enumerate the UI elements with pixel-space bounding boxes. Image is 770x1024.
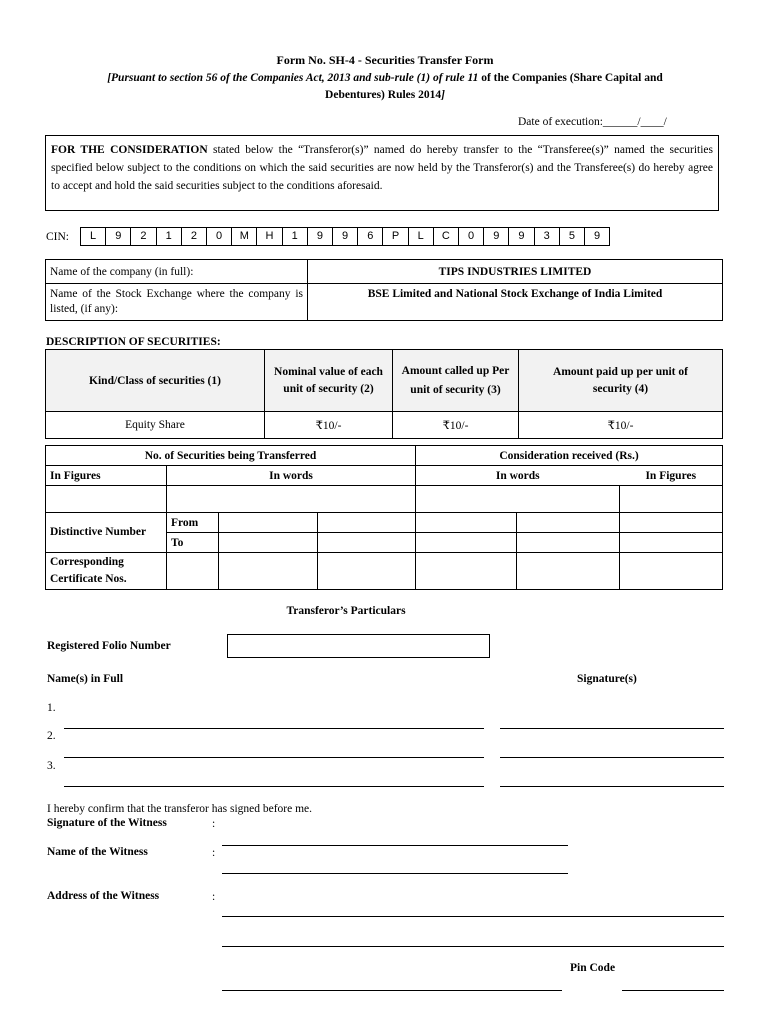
name-number-2: 2.: [47, 730, 56, 742]
securities-heading: DESCRIPTION OF SECURITIES:: [46, 336, 221, 348]
cert-cell-3[interactable]: [318, 553, 416, 590]
witness-signature-line[interactable]: [222, 845, 568, 846]
stock-exchange-value: BSE Limited and National Stock Exchange of India Limited: [308, 284, 723, 321]
cin-char-box[interactable]: L: [408, 227, 434, 246]
cin-char-box[interactable]: C: [433, 227, 459, 246]
securities-table: [45, 349, 723, 439]
form-subtitle-line1: [0, 72, 770, 84]
stock-exchange-label: Name of the Stock Exchange where the company is listed, (if any):: [46, 284, 308, 321]
signature-line-2[interactable]: [500, 757, 724, 758]
distinctive-number-label: Distinctive Number: [46, 513, 167, 553]
no-securities-header: No. of Securities being Transferred: [46, 446, 416, 466]
cin-char-box[interactable]: 2: [181, 227, 207, 246]
witness-confirm-text: I hereby confirm that the transferor has signed before me.: [47, 803, 313, 815]
to-cell-3[interactable]: [416, 533, 517, 553]
from-label: From: [167, 513, 219, 533]
cin-char-box[interactable]: 1: [282, 227, 308, 246]
cin-char-box[interactable]: 9: [584, 227, 610, 246]
subtitle-italic: [Pursuant to section 56 of the Companies Act, 2013 and sub-rule (1) of rule 11: [107, 72, 479, 84]
witness-address-label: Address of the Witness: [47, 890, 160, 902]
from-cell-1[interactable]: [219, 513, 318, 533]
signatures-label: Signature(s): [577, 673, 637, 685]
header-paid-up: Amount paid up per unit of security (4): [519, 350, 723, 412]
witness-address-line-2[interactable]: [222, 946, 724, 947]
witness-name-label: Name of the Witness: [47, 846, 148, 858]
transferor-heading: Transferor’s Particulars: [286, 605, 406, 617]
in-words-label-2: In words: [416, 466, 620, 486]
witness-name-line[interactable]: [222, 873, 568, 874]
cert-cell-4[interactable]: [416, 553, 517, 590]
cin-char-box[interactable]: 0: [206, 227, 232, 246]
signature-line-3[interactable]: [500, 786, 724, 787]
cin-char-box[interactable]: 9: [508, 227, 534, 246]
name-line-3[interactable]: [64, 786, 484, 787]
row-paid-up: ₹10/-: [519, 412, 723, 439]
cert-cell-1[interactable]: [167, 553, 219, 590]
witness-signature-label: Signature of the Witness: [47, 817, 167, 829]
transfer-table: [45, 445, 723, 590]
company-table: [45, 259, 723, 321]
to-cell-1[interactable]: [219, 533, 318, 553]
cin-char-box[interactable]: 1: [156, 227, 182, 246]
date-of-execution[interactable]: Date of execution:______/____/: [518, 116, 667, 128]
cin-char-box[interactable]: 9: [307, 227, 333, 246]
subtitle-line2: Debentures) Rules 2014: [325, 89, 442, 101]
cin-label: CIN:: [46, 231, 69, 243]
row-kind: Equity Share: [46, 412, 265, 439]
in-words-input[interactable]: [167, 486, 416, 513]
to-label: To: [167, 533, 219, 553]
witness-address-line-1[interactable]: [222, 916, 724, 917]
row-nominal: ₹10/-: [265, 412, 393, 439]
in-figures-input[interactable]: [46, 486, 167, 513]
in-figures-label: In Figures: [46, 466, 167, 486]
name-line-2[interactable]: [64, 757, 484, 758]
consideration-words-input[interactable]: [416, 486, 620, 513]
folio-number-input[interactable]: [227, 634, 490, 658]
header-called-up: Amount called up Per unit of security (3): [393, 350, 519, 412]
row-called-up: ₹10/-: [393, 412, 519, 439]
cin-char-box[interactable]: 2: [130, 227, 156, 246]
in-words-label: In words: [167, 466, 416, 486]
name-number-1: 1.: [47, 702, 56, 714]
header-kind: Kind/Class of securities (1): [46, 350, 265, 412]
from-cell-2[interactable]: [318, 513, 416, 533]
to-cell-2[interactable]: [318, 533, 416, 553]
cin-char-box[interactable]: 6: [357, 227, 383, 246]
from-cell-3[interactable]: [416, 513, 517, 533]
consideration-lead: FOR THE CONSIDERATION: [51, 144, 208, 156]
pin-code-line[interactable]: [622, 990, 724, 991]
consideration-text: stated below the “Transferor(s)” named do hereby transfer to the “Transferee(s)” named the securities specified below subject to the conditions on which the said securities are now held by the Transferor(s) and the Transferee(s) do hereby agree to accept and hold the said securities subject to the conditions aforesaid.: [51, 144, 713, 192]
pin-code-label: Pin Code: [570, 962, 616, 974]
cin-char-box[interactable]: H: [256, 227, 282, 246]
company-name-label: Name of the company (in full):: [46, 260, 308, 284]
cin-char-box[interactable]: P: [382, 227, 408, 246]
cin-char-box[interactable]: 3: [534, 227, 560, 246]
cin-char-box[interactable]: 9: [483, 227, 509, 246]
cert-cell-5[interactable]: [517, 553, 620, 590]
form-subtitle-line2: [0, 89, 770, 101]
to-cell-4[interactable]: [517, 533, 620, 553]
to-cell-5[interactable]: [620, 533, 723, 553]
header-nominal: Nominal value of each unit of security (2): [265, 350, 393, 412]
company-name-value: TIPS INDUSTRIES LIMITED: [308, 260, 723, 284]
name-line-1[interactable]: [64, 728, 484, 729]
from-cell-4[interactable]: [517, 513, 620, 533]
certificate-nos-label: Corresponding Certificate Nos.: [46, 553, 167, 590]
cin-char-box[interactable]: 9: [105, 227, 131, 246]
signature-line-1[interactable]: [500, 728, 724, 729]
witness-address-colon: :: [212, 891, 216, 903]
name-number-3: 3.: [47, 760, 56, 772]
subtitle-close: ]: [441, 89, 445, 101]
witness-name-colon: :: [212, 847, 216, 859]
witness-address-line-3[interactable]: [222, 990, 562, 991]
form-title: Form No. SH-4 - Securities Transfer Form: [276, 53, 494, 67]
subtitle-rest: of the Companies (Share Capital and: [478, 72, 663, 84]
folio-label: Registered Folio Number: [47, 640, 171, 652]
cin-char-box[interactable]: 5: [559, 227, 585, 246]
from-cell-5[interactable]: [620, 513, 723, 533]
consideration-header: Consideration received (Rs.): [416, 446, 723, 466]
consideration-box: [45, 135, 719, 211]
cin-char-box[interactable]: 0: [458, 227, 484, 246]
cin-char-box[interactable]: L: [80, 227, 106, 246]
in-figures-label-2: In Figures: [620, 466, 723, 486]
cin-char-box[interactable]: M: [231, 227, 257, 246]
cin-char-box[interactable]: 9: [332, 227, 358, 246]
consideration-figures-input[interactable]: [620, 486, 723, 513]
names-label: Name(s) in Full: [47, 673, 124, 685]
cert-cell-6[interactable]: [620, 553, 723, 590]
witness-signature-colon: :: [212, 818, 216, 830]
cert-cell-2[interactable]: [219, 553, 318, 590]
